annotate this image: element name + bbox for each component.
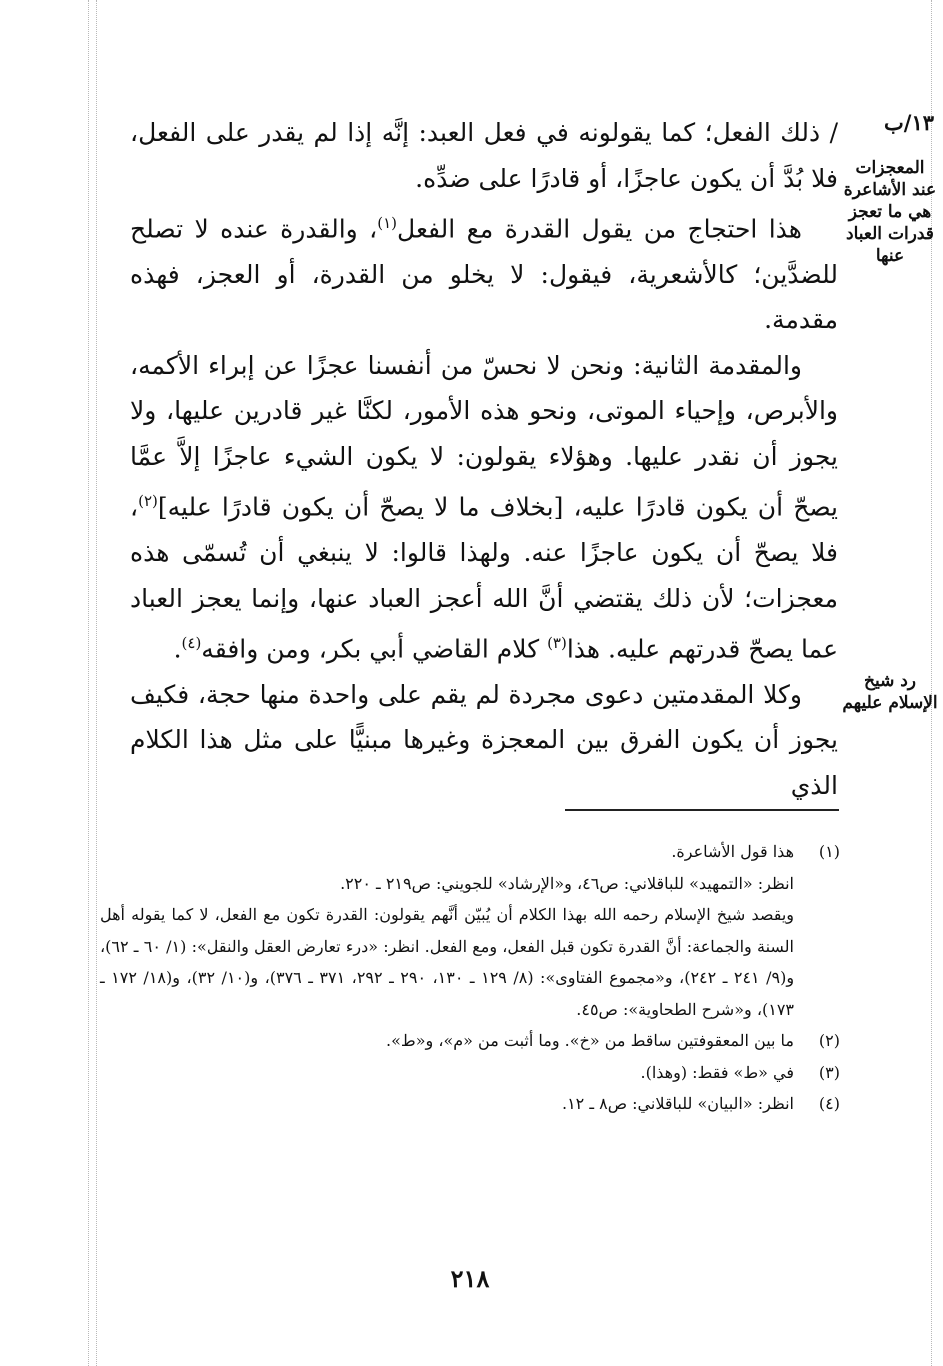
scan-edge-left (88, 0, 89, 1366)
paragraph-2 (130, 201, 838, 343)
footnotes (100, 836, 840, 1120)
footnote-number: (١) (818, 842, 840, 861)
footnote-body (100, 1088, 794, 1120)
footnote-line: هذا قول الأشاعرة. (671, 842, 794, 861)
footnote-separator (565, 809, 839, 811)
scan-edge-left-inner (96, 0, 97, 1366)
footnote-body (100, 836, 794, 1025)
footnote-number: (٤) (818, 1094, 840, 1113)
p3-text-d: . (173, 634, 182, 664)
paragraph-3 (130, 343, 838, 672)
footnote-number: (٣) (818, 1062, 840, 1082)
footnote (100, 1088, 840, 1120)
footnote-line: ما بين المعقوفتين ساقط من «خ». وما أثبت من «م»، و«ط». (386, 1031, 794, 1050)
p3-text-a: والمقدمة الثانية: ونحن لا نحسّ من أنفسنا عجزًا عن إبراء الأكمه، والأبرص، وإحياء الموتى، ونحو هذه الأمور، لكنَّا غير قادرين عليها، ولا يجوز أن نقدر عليها. وهؤلاء يقولون: لا يكون الشيء عاجزًا إلاَّ عمَّا يصحّ أن يكون قادرًا عليه، [بخلاف ما لا يصحّ أن يكون قادرًا عليه] (130, 350, 838, 522)
footnote-ref-4: (٤) (181, 634, 202, 653)
footnote-line: ويقصد شيخ الإسلام رحمه الله بهذا الكلام أن يُبيّن أنَّهم يقولون: القدرة تكون مع الفعل، لا كما يقوله أهل السنة والجماعة: أنَّ القدرة تكون قبل الفعل، ومع الفعل. انظر: «درء تعارض العقل والنقل»: (١/ ٦٠ ـ ٦٢)، و(٩/ ٢٤١ ـ ٢٤٢)، و«مجموع الفتاوى»: (٨/ ١٢٩ ـ ١٣٠، ٢٩٠ ـ ٢٩٢، ٣٧١ ـ ٣٧٦)، و(١٠/ ٣٢)، و(١٨/ ١٧٢ ـ ١٧٣)، و«شرح الطحاوية»: ص٤٥. (100, 905, 795, 1019)
paragraph-1: / ذلك الفعل؛ كما يقولونه في فعل العبد: إنَّه إذا لم يقدر على الفعل، فلا بُدَّ أن يكون عاجزًا، أو قادرًا على ضدِّه. (130, 118, 838, 193)
footnote-body (100, 1025, 794, 1057)
footnote (100, 836, 840, 1025)
footnote (100, 1057, 840, 1089)
footnote-ref-3: (٣) (547, 634, 567, 653)
p2-text-b: ، والقدرة عنده لا تصلح للضدَّين؛ كالأشعرية، فيقول: لا يخلو من القدرة، أو العجز، فهذه مقدمة. (130, 214, 838, 335)
main-text (130, 110, 838, 808)
footnote-ref-1: (١) (377, 214, 398, 232)
manuscript-folio: ١٣/ب (883, 110, 934, 135)
footnote-line: انظر: «التمهيد» للباقلاني: ص٤٦، و«الإرشاد» للجويني: ص٢١٩ ـ ٢٢٠. (340, 873, 794, 893)
margin-note-ashaira: المعجزات عند الأشاعرة هي ما تعجز قدرات العباد عنها (843, 158, 937, 266)
margin-note-reply: رد شيخ الإسلام عليهم (842, 671, 938, 713)
p2-text-a: هذا احتجاج من يقول القدرة مع الفعل (397, 214, 802, 244)
footnote-number: (٢) (818, 1031, 840, 1050)
p3-text-c: كلام القاضي أبي بكر، ومن وافقه (201, 634, 548, 664)
footnote-line: في «ط» فقط: (وهذا). (640, 1062, 794, 1082)
page-number: ٢١٨ (450, 1264, 490, 1293)
p3-text-b: ، فلا يصحّ أن يكون عاجزًا عنه. ولهذا قالوا: لا ينبغي أن تُسمّى هذه معجزات؛ لأن ذلك يقتضي أنَّ الله أعجز العباد عنها، وإنما يعجز العباد عما يصحّ قدرتهم عليه. هذا (130, 492, 838, 664)
paragraph-4: وكلا المقدمتين دعوى مجردة لم يقم على واحدة منها حجة، فكيف يجوز أن يكون الفرق بين المعجزة وغيرها مبنيًّا على مثل هذا الكلام الذي (130, 679, 838, 800)
margin-column (842, 110, 938, 275)
footnote-ref-2: (٢) (138, 492, 158, 511)
footnote (100, 1025, 840, 1057)
footnote-line: انظر: «البيان» للباقلاني: ص٨ ـ ١٢. (561, 1094, 794, 1113)
footnote-body (100, 1057, 794, 1089)
